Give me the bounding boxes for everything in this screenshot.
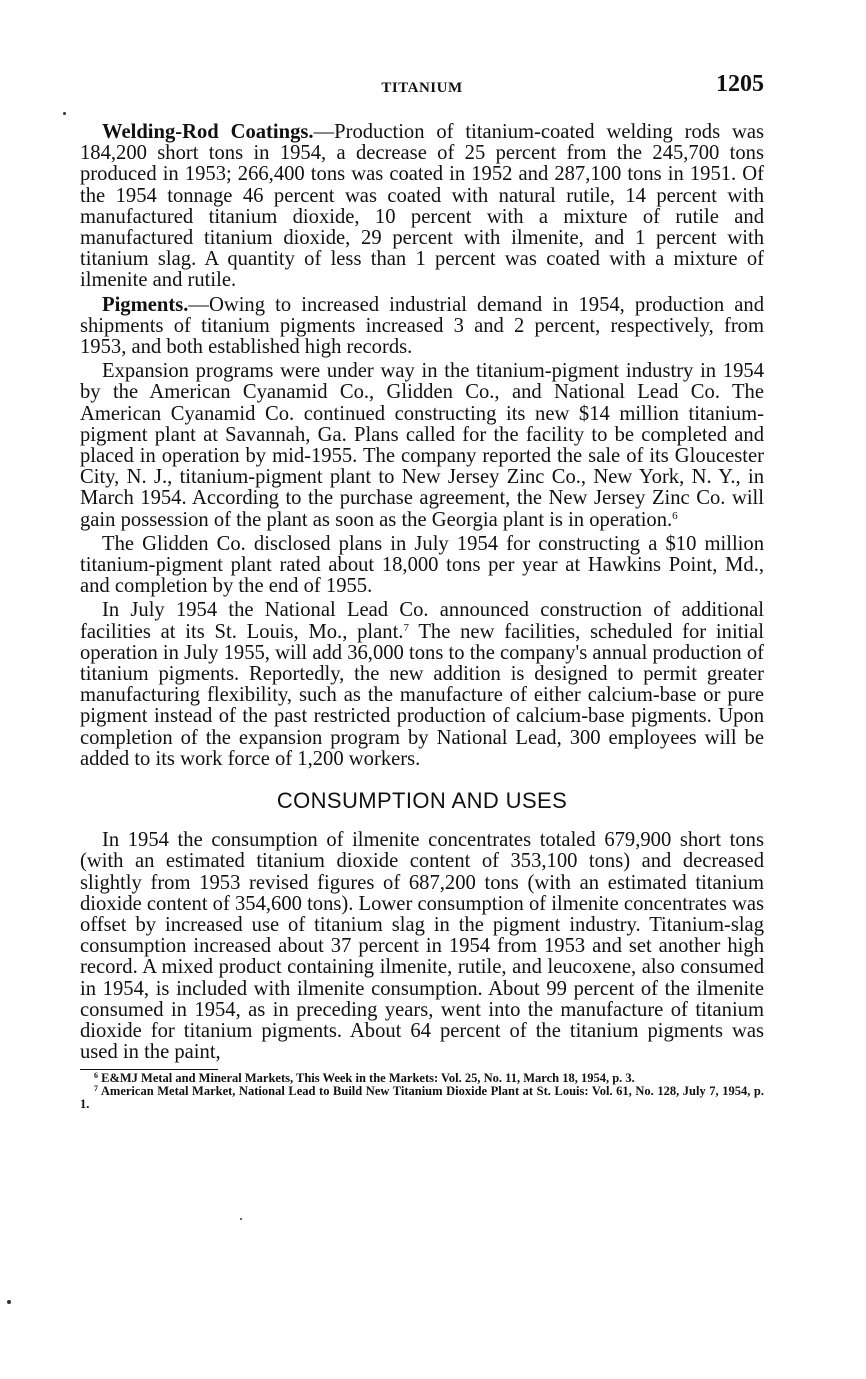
paragraph-text: Expansion programs were under way in the titanium-pigment industry in 1954 by the American Cyanamid Co., Glidden Co., and National Lead Co. The American Cyanamid Co. continued constructing its new $14 million titanium-pigment plant at Savannah, Ga. Plans called for the facility to be completed and placed in operation by mid-1955. The company reported the sale of its Gloucester City, N. J., titanium-pigment plant to New Jersey Zinc Co., New York, N. Y., in March 1954. According to the purchase agreement, the New Jersey Zinc Co. will gain possession of the plant as soon as the Georgia plant is in operation. (80, 360, 764, 531)
paragraph-pigments (80, 295, 764, 359)
running-title: TITANIUM (381, 80, 463, 96)
footnote-marker: 7 (94, 1084, 98, 1094)
footnote (80, 1085, 764, 1111)
paragraph-glidden (80, 534, 764, 598)
scan-speck (63, 112, 66, 115)
paragraph-consumption (80, 830, 764, 1063)
scan-speck (240, 1218, 242, 1220)
footnote-text: E&MJ Metal and Mineral Markets, This Week in the Markets: Vol. 25, No. 11, March 18, 1954, p. 3. (101, 1071, 635, 1086)
paragraph-text: —Owing to increased industrial demand in 1954, production and shipments of titanium pigments increased 3 and 2 percent, respectively, from 1953, and both established high records. (80, 293, 764, 359)
page-number: 1205 (716, 71, 764, 97)
scan-speck (7, 1300, 11, 1304)
footnote-divider (80, 1069, 218, 1070)
footnote-marker: 6 (94, 1071, 98, 1081)
footnotes (80, 1072, 764, 1111)
paragraph-expansion-programs (80, 361, 764, 531)
footnote-text: American Metal Market, National Lead to Build New Titanium Dioxide Plant at St. Louis: Vol. 61, No. 128, July 7, 1954, p. 1. (80, 1084, 765, 1112)
lead-in-pigments: Pigments. (102, 293, 189, 316)
paragraph-text: The Glidden Co. disclosed plans in July 1954 for constructing a $10 million titanium-pigment plant rated about 18,000 tons per year at Hawkins Point, Md., and completion by the end of 1955. (80, 532, 764, 598)
paragraph-text: In July 1954 the National Lead Co. announced construction of additional facilities at its St. Louis, Mo., plant. (80, 599, 764, 643)
running-head (80, 71, 764, 108)
paragraph-national-lead (80, 600, 764, 770)
paragraph-text: In 1954 the consumption of ilmenite concentrates totaled 679,900 short tons (with an estimated titanium dioxide content of 353,100 tons) and decreased slightly from 1953 revised figures of 687,200 tons (with an estimated titanium dioxide content of 354,600 tons). Lower consumption of ilmenite concentrates was offset by increased use of titanium slag in the pigment industry. Titanium-slag consumption increased about 37 percent in 1954 from 1953 and set another high record. A mixed product containing ilmenite, rutile, and leucoxene, also consumed in 1954, is included with ilmenite consumption. About 99 percent of the ilmenite consumed in 1954, as in preceding years, went into the manufacture of titanium dioxide for titanium pigments. About 64 percent of the titanium pigments was used in the paint, (80, 829, 765, 1064)
paragraph-text: The new facilities, scheduled for initial operation in July 1955, will add 36,000 tons to the company's annual production of titanium pigments. Reportedly, the new addition is designed to permit greater manufacturing flexibility, such as the manufacture of either calcium-base or pure pigment instead of the past restricted production of calcium-base pigments. Upon completion of the expansion program by National Lead, 300 employees will be added to its work force of 1,200 workers. (80, 620, 764, 770)
lead-in-welding-rod-coatings: Welding-Rod Coatings. (102, 121, 314, 143)
footnote-reference: 7 (403, 621, 409, 634)
footnote-reference: 6 (672, 509, 678, 522)
document-page (80, 71, 765, 1112)
paragraph-text: —Production of titanium-coated welding rods was 184,200 short tons in 1954, a decrease of 25 percent from the 245,700 tons produced in 1953; 266,400 tons was coated in 1952 and 287,100 tons in 1951. Of the 1954 tonnage 46 percent was coated with natural rutile, 14 percent with manufactured titanium dioxide, 10 percent with a mixture of rutile and manufactured titanium dioxide, 29 percent with ilmenite, and 1 percent with titanium slag. A quantity of less than 1 percent was coated with a mixture of ilmenite and rutile. (80, 121, 764, 292)
section-heading: CONSUMPTION AND USES (276, 788, 568, 814)
paragraph-welding-rod-coatings (80, 122, 764, 292)
